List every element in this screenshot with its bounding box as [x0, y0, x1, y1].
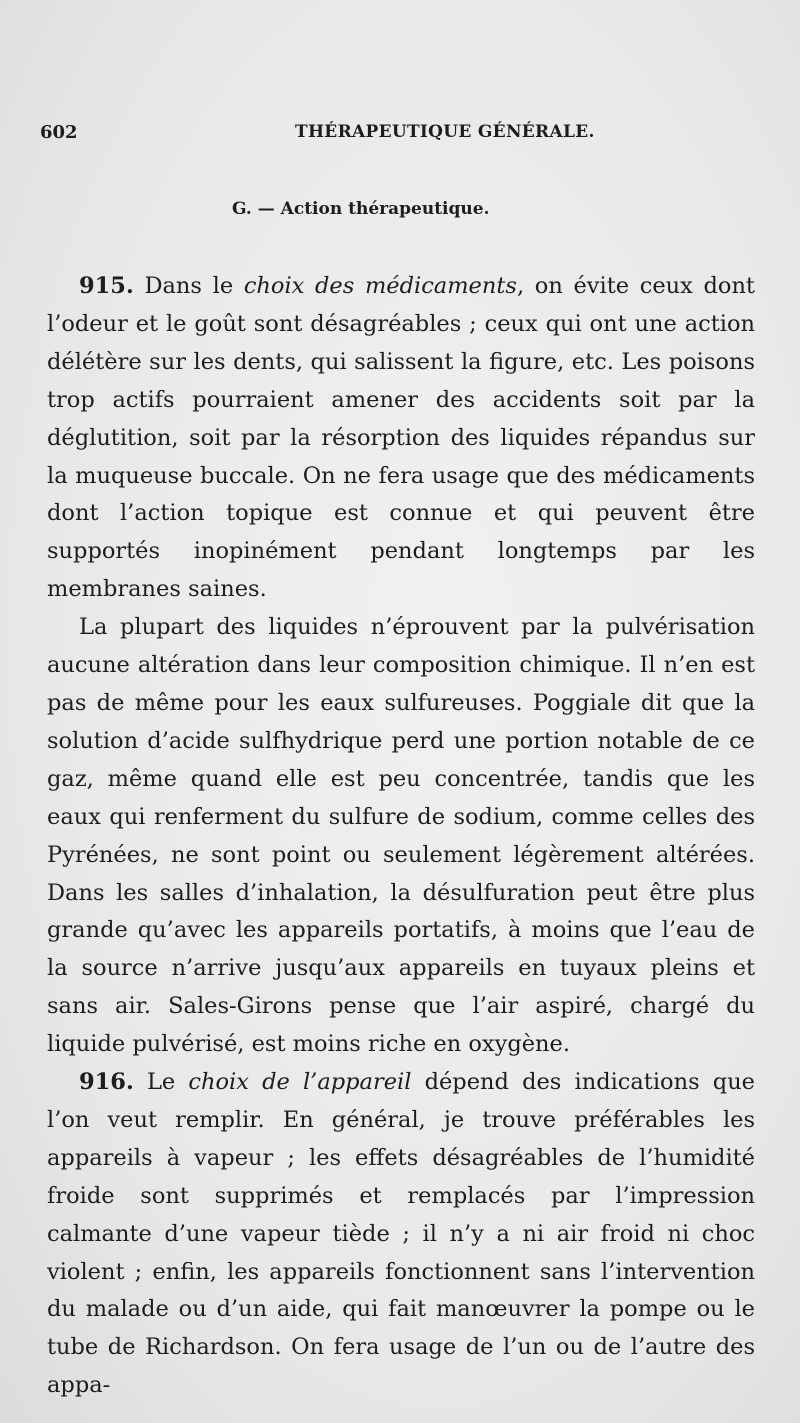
paragraph-916: [47, 1064, 755, 1405]
section-title: G. — Action thérapeutique.: [232, 199, 490, 219]
paragraph-text: La plupart des liquides n’éprouvent par la pulvérisation aucune altération dans leur composition chimique. Il n’en est pas de même pour les eaux sulfureuses. Poggiale dit que la solution d’acide sulfhydrique perd une portion notable de ce gaz, même quand elle est peu concentrée, tandis que les eaux qui renferment du sulfure de sodium, comme celles des Pyrénées, ne sont point ou seulement légèrement altérées. Dans les salles d’inhalation, la désulfuration peut être plus grande qu’avec les appareils portatifs, à moins que l’eau de la source n’arrive jusqu’aux appareils en tuyaux pleins et sans air. Sales-Girons pense que l’air aspiré, chargé du liquide pulvérisé, est moins riche en oxygène.: [47, 614, 755, 1058]
paragraph-text: Dans le: [133, 273, 244, 299]
paragraph-pulverisation: [47, 609, 755, 1064]
paragraph-text: Le: [133, 1069, 189, 1096]
paragraph-number: 916.: [79, 1069, 134, 1096]
paragraph-text: , on évite ceux dont l’odeur et le goût sont désagréables ; ceux qui ont une action délétère sur les dents, qui salissent la figure, etc. Les poisons trop actifs pourraient amener des accidents soit par la déglutition, soit par la résorption des liquides répandus sur la muqueuse buccale. On ne fera usage que des médicaments dont l’action topique est connue et qui peuvent être supportés inopinément pendant longtemps par les membranes saines.: [47, 273, 755, 603]
paragraph-text: dépend des indications que l’on veut remplir. En général, je trouve préférables les appareils à vapeur ; les effets désagréables de l’humidité froide sont supprimés et remplacés par l’impression calmante d’une vapeur tiède ; il n’y a ni air froid ni choc violent ; enfin, les appareils fonctionnent sans l’intervention du malade ou d’un aide, qui fait manœuvrer la pompe ou le tube de Richardson. On fera usage de l’un ou de l’autre des appa-: [47, 1069, 755, 1399]
body-text: [47, 268, 755, 1405]
page-header: [40, 118, 760, 148]
paragraph-915: [47, 268, 755, 609]
page-number: 602: [40, 122, 78, 143]
emphasis-text: choix de l’appareil: [188, 1069, 412, 1096]
emphasis-text: choix des médicaments: [243, 273, 517, 299]
running-head: THÉRAPEUTIQUE GÉNÉRALE.: [295, 122, 595, 142]
paragraph-number: 915.: [79, 273, 134, 299]
